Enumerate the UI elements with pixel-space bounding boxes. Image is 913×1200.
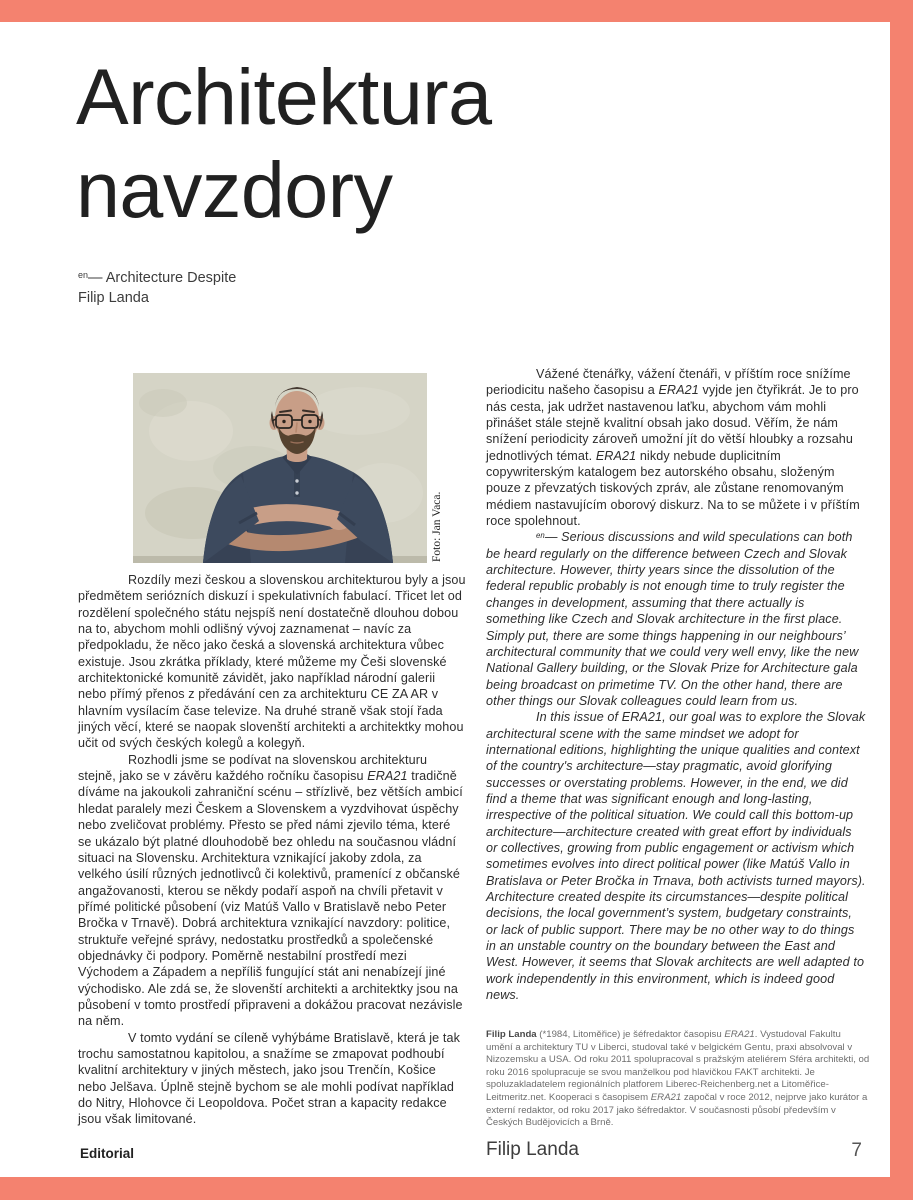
footer-page-number: 7 [851, 1140, 862, 1161]
article-subtitle: $^{en}$— Architecture Despite Filip Landa [78, 269, 237, 306]
author-bio: Filip Landa (*1984, Litoměřice) je šéfredaktor časopisu ERA21. Vystudoval Fakultu umění a architektury TU v Liberci, studoval také v belgickém Gentu, praxi absolvoval v Nizozemsku a USA. Od roku 2011 spolupracoval s pražským ateliérem Sféra architekti, od roku 2016 spolupracuje se svou manželkou pod hlavičkou FAKT architekti. Je spoluzakladatelem regionálních platforem Liberec-Reichenberg.net a Litoměřice-Leitmeritz.net. Kooperaci s časopisem ERA21 započal v roce 2012, nejprve jako kurátor a externí redaktor, od roku 2017 jako šéfredaktor. V současnosti působí především v Českých Budějovicích a Brně. [486, 1029, 870, 1129]
footer-author: Filip Landa [486, 1139, 579, 1160]
page-border-right [890, 0, 913, 1200]
page-border-bottom [0, 1177, 913, 1200]
left-column: Rozdíly mezi českou a slovenskou architekturou byly a jsou předmětem seriózních diskuzí i spekulativních fabulací. Třicet let od rozdělení společného státu nejspíš není dostatečně dlouhou dobou na to, abychom mohli odlišný vývoj zaznamenat – navíc za předpokladu, že něco jako česká a slovenská architektura vůbec existuje. Jsou zkrátka příklady, které můžeme my Češi slovenské architektonické komunitě závidět, jako například národní galerii nebo přímý přenos z předávání cen za architekturu CE ZA AR v hlavním vysílacím čase televize. Na druhé straně však stojí řada jiných věcí, které se naopak slovenští architekti a architektky mohou učit od svých českých kolegů a kolegyň. Rozhodli jsme se podívat na slovenskou architekturu stejně, jako se v závěru každého ročníku časopisu ERA21 tradičně díváme na jakoukoli zahraniční scénu – střízlivě, bez větších ambicí hledat paralely mezi Českem a Slovenskem a vyzdvihovat úspěchy nebo zveličovat problémy. Přesto se před námi zjevilo téma, které se ukázalo být platné dlouhodobě bez ohledu na současnou vládní situaci na Slovensku. Architektura vznikající jakoby zdola, za velkého úsilí různých jednotlivců či kolektivů, pramenící z občanské angažovanosti, kterou se někdy podaří aspoň na chvíli přetavit v přímé politické působení (viz Matúš Vallo v Bratislavě nebo Peter Bročka v Trnavě). Dobrá architektura vznikající navzdory: politice, struktuře veřejné správy, nedostatku prostředků a společenské objednávky či podpory. Poměrně nestabilní prostředí mezi Východem a Západem a nepříliš fungující stát ani nenabízejí jiné východisko. Ale zdá se, že slovenští architekti a architektky jsou na působení v tomto prostředí připraveni a dokážou pracovat nezávisle na něm. V tomto vydání se cíleně vyhýbáme Bratislavě, která je tak trochu samostatnou kapitolou, a snažíme se zmapovat podhoubí kvalitní architektury v jiných městech, jako jsou Trenčín, Košice nebo Jelšava. Úplně stejně bychom se ale mohli podívat například do Nitry, Hlohovce či Leopoldova. Počet stran a kapacity redakce jsou však limitované. [78, 573, 466, 1127]
portrait-illustration [133, 373, 427, 563]
article-title-line1: Architektura [76, 52, 492, 141]
portrait-photo [133, 373, 427, 563]
page-border-top [0, 0, 913, 22]
article-title [76, 50, 492, 236]
photo-credit: Foto: Jan Vaca. [431, 491, 443, 562]
article-title-line2: navzdory [76, 145, 393, 234]
footer-section-label: Editorial [80, 1146, 135, 1161]
right-column: Vážené čtenářky, vážení čtenáři, v příštím roce snížíme periodicitu našeho časopisu a ERA21 vyjde jen čtyřikrát. Je to pro nás cesta, jak udržet nastavenou laťku, abychom vám mohli přinášet stále stejně kvalitní obsah jako dosud. Věřím, že nám snížení periodicity zároveň umožní jít do větší hloubky a rozsahu jednotlivých témat. ERA21 nikdy nebude duplicitním copywriterským katalogem bez autorského obsahu, složeným pouze z převzatých tiskových zpráv, ale zůstane renomovaným médiem nastavujícím oborový diskurz. Na to se můžete i v příštím roce spolehnout. $^{en}$— Serious discussions and wild speculations can both be heard regularly on the difference between Czech and Slovak architecture. However, thirty years since the dissolution of the federal republic probably is not enough time to truly register the changes in development, assuming that there actually is something like Czech and Slovak architecture in the first place. Simply put, there are some things happening in our neighbours’ architectural community that we could very well envy, like the new National Gallery building, or the Slovak Prize for Architecture gala being broadcast on primetime TV. On the other hand, there are other things our Slovak colleagues could learn from us. In this issue of ERA21, our goal was to explore the Slovak architectural scene with the same mindset we adopt for international editions, highlighting the unique qualities and context of the country's architecture—stay pragmatic, avoid glorifying successes or overstating problems. However, in the end, we did find a theme that was significant enough and long-lasting, irrespective of the political situation. We could call this bottom-up architecture—architecture created with great effort by individuals or collectives, growing from public engagement or activism which sometimes evolves into direct political power (like Matúš Vallo in Bratislava or Peter Bročka in Trnava, both activists turned mayors). Architecture created despite its circumstances—despite political decisions, the local government’s system, budgetary constraints, or lack of public support. There may be no other way to do things in an unstable country on the boundary between the East and West. However, it seems that Slovak architects are well adapted to work independently in this environment, which is indeed good news. [486, 367, 866, 1003]
